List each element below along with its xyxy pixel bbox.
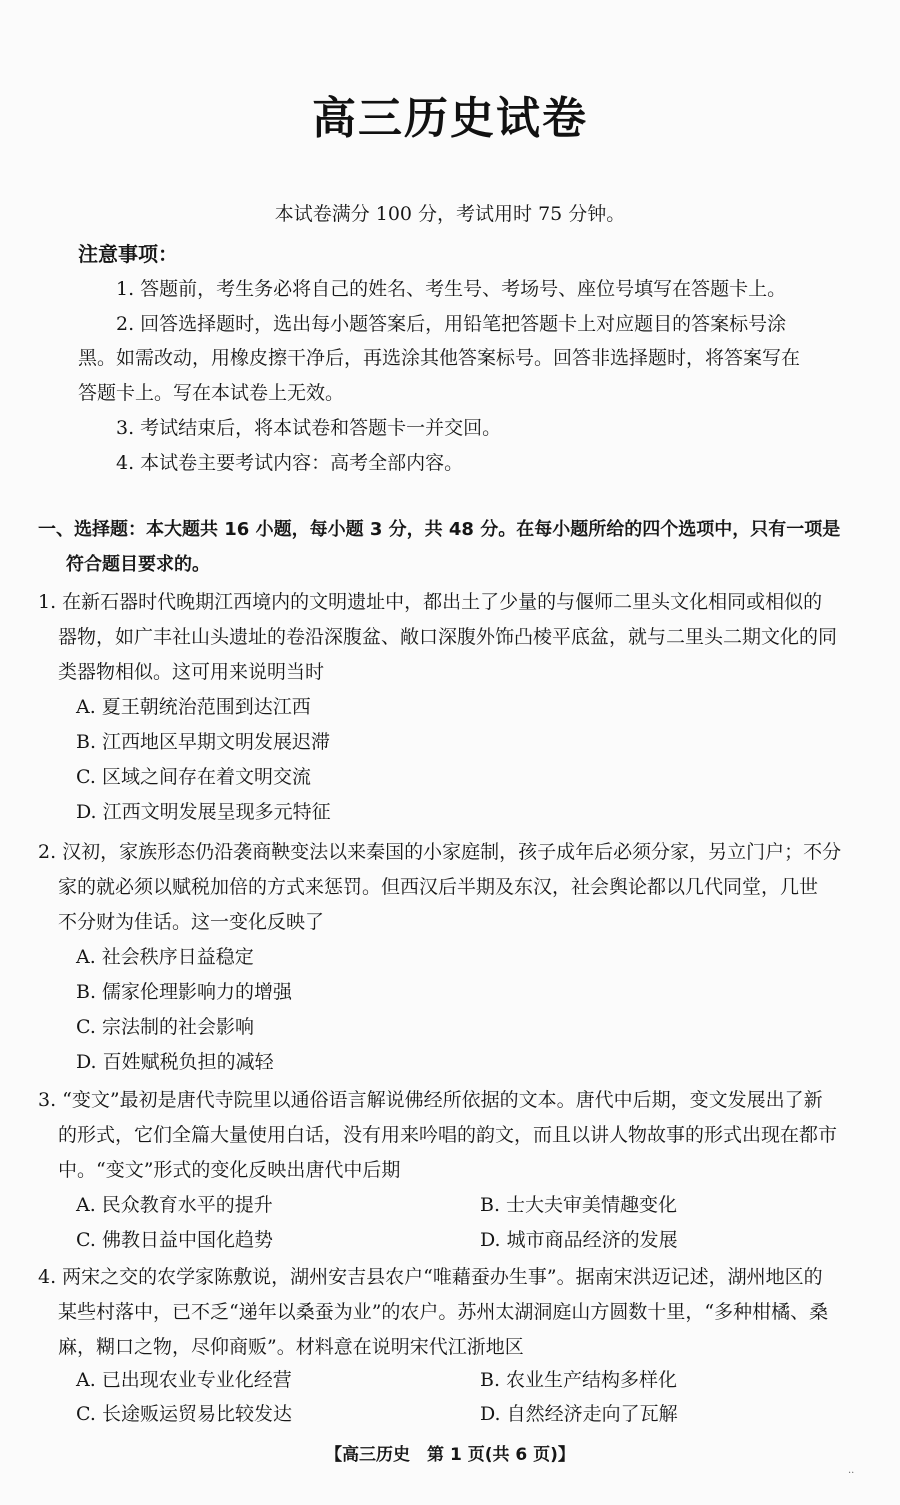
question-2-stem: 不分财为佳话。这一变化反映了 (58, 911, 325, 933)
page-footer: 【高三历史 第 1 页(共 6 页)】 (325, 1445, 575, 1465)
question-4-stem: 麻，糊口之物，尽仰商贩”。材料意在说明宋代江浙地区 (58, 1336, 524, 1358)
question-2-stem: 2. 汉初，家族形态仍沿袭商鞅变法以来秦国的小家庭制，孩子成年后必须分家，另立门户；不分 (38, 841, 842, 863)
question-2-option-a: A. 社会秩序日益稳定 (76, 946, 254, 968)
notice-item-1: 1. 答题前，考生务必将自己的姓名、考生号、考场号、座位号填写在答题卡上。 (116, 278, 787, 300)
question-2-option-b: B. 儒家伦理影响力的增强 (76, 981, 293, 1003)
notice-heading: 注意事项： (78, 242, 178, 266)
corner-mark: .. (848, 1465, 855, 1476)
question-3-option-d: D. 城市商品经济的发展 (480, 1229, 678, 1251)
question-1-option-b: B. 江西地区早期文明发展迟滞 (76, 731, 331, 753)
section-heading: 一、选择题：本大题共 16 小题，每小题 3 分，共 48 分。在每小题所给的四个选项中，只有一项是 (38, 519, 841, 540)
question-4-option-b: B. 农业生产结构多样化 (480, 1369, 678, 1391)
question-4-option-d: D. 自然经济走向了瓦解 (480, 1403, 678, 1425)
question-1-stem: 类器物相似。这可用来说明当时 (58, 661, 325, 683)
question-3-option-c: C. 佛教日益中国化趋势 (76, 1229, 273, 1251)
question-3-stem: 中。“变文”形式的变化反映出唐代中后期 (58, 1159, 401, 1181)
question-1-option-a: A. 夏王朝统治范围到达江西 (76, 696, 311, 718)
question-2-option-c: C. 宗法制的社会影响 (76, 1016, 254, 1038)
notice-item-2-cont: 答题卡上。写在本试卷上无效。 (78, 382, 345, 404)
notice-item-4: 4. 本试卷主要考试内容：高考全部内容。 (116, 452, 464, 474)
question-4-stem: 某些村落中，已不乏“递年以桑蚕为业”的农户。苏州太湖洞庭山方圆数十里，“多种柑橘、桑 (58, 1301, 829, 1323)
question-1-stem: 1. 在新石器时代晚期江西境内的文明遗址中，都出土了少量的与偃师二里头文化相同或相似的 (38, 591, 823, 613)
question-3-option-a: A. 民众教育水平的提升 (76, 1194, 273, 1216)
question-4-stem: 4. 两宋之交的农学家陈敷说，湖州安吉县农户“唯藉蚕办生事”。据南宋洪迈记述，湖州地区的 (38, 1266, 823, 1288)
notice-item-2: 2. 回答选择题时，选出每小题答案后，用铅笔把答题卡上对应题目的答案标号涂 (116, 313, 787, 335)
question-3-option-b: B. 士大夫审美情趣变化 (480, 1194, 678, 1216)
question-1-option-c: C. 区域之间存在着文明交流 (76, 766, 311, 788)
question-2-option-d: D. 百姓赋税负担的减轻 (76, 1051, 274, 1073)
question-1-stem: 器物，如广丰社山头遗址的卷沿深腹盆、敞口深腹外饰凸棱平底盆，就与二里头二期文化的同 (58, 626, 838, 648)
question-3-stem: 3. “变文”最初是唐代寺院里以通俗语言解说佛经所依据的文本。唐代中后期，变文发展出了新 (38, 1089, 823, 1111)
question-3-stem: 的形式，它们全篇大量使用白话，没有用来吟唱的韵文，而且以讲人物故事的形式出现在都市 (58, 1124, 838, 1146)
question-4-option-c: C. 长途贩运贸易比较发达 (76, 1403, 292, 1425)
question-4-option-a: A. 已出现农业专业化经营 (76, 1369, 292, 1391)
notice-item-2-cont: 黑。如需改动，用橡皮擦干净后，再选涂其他答案标号。回答非选择题时，将答案写在 (78, 347, 801, 369)
exam-title: 高三历史试卷 (312, 93, 588, 144)
question-2-stem: 家的就必须以赋税加倍的方式来惩罚。但西汉后半期及东汉，社会舆论都以几代同堂，几世 (58, 876, 819, 898)
exam-info: 本试卷满分 100 分，考试用时 75 分钟。 (274, 203, 626, 225)
notice-item-3: 3. 考试结束后，将本试卷和答题卡一并交回。 (116, 417, 502, 439)
question-1-option-d: D. 江西文明发展呈现多元特征 (76, 801, 331, 823)
section-heading-cont: 符合题目要求的。 (66, 554, 210, 575)
